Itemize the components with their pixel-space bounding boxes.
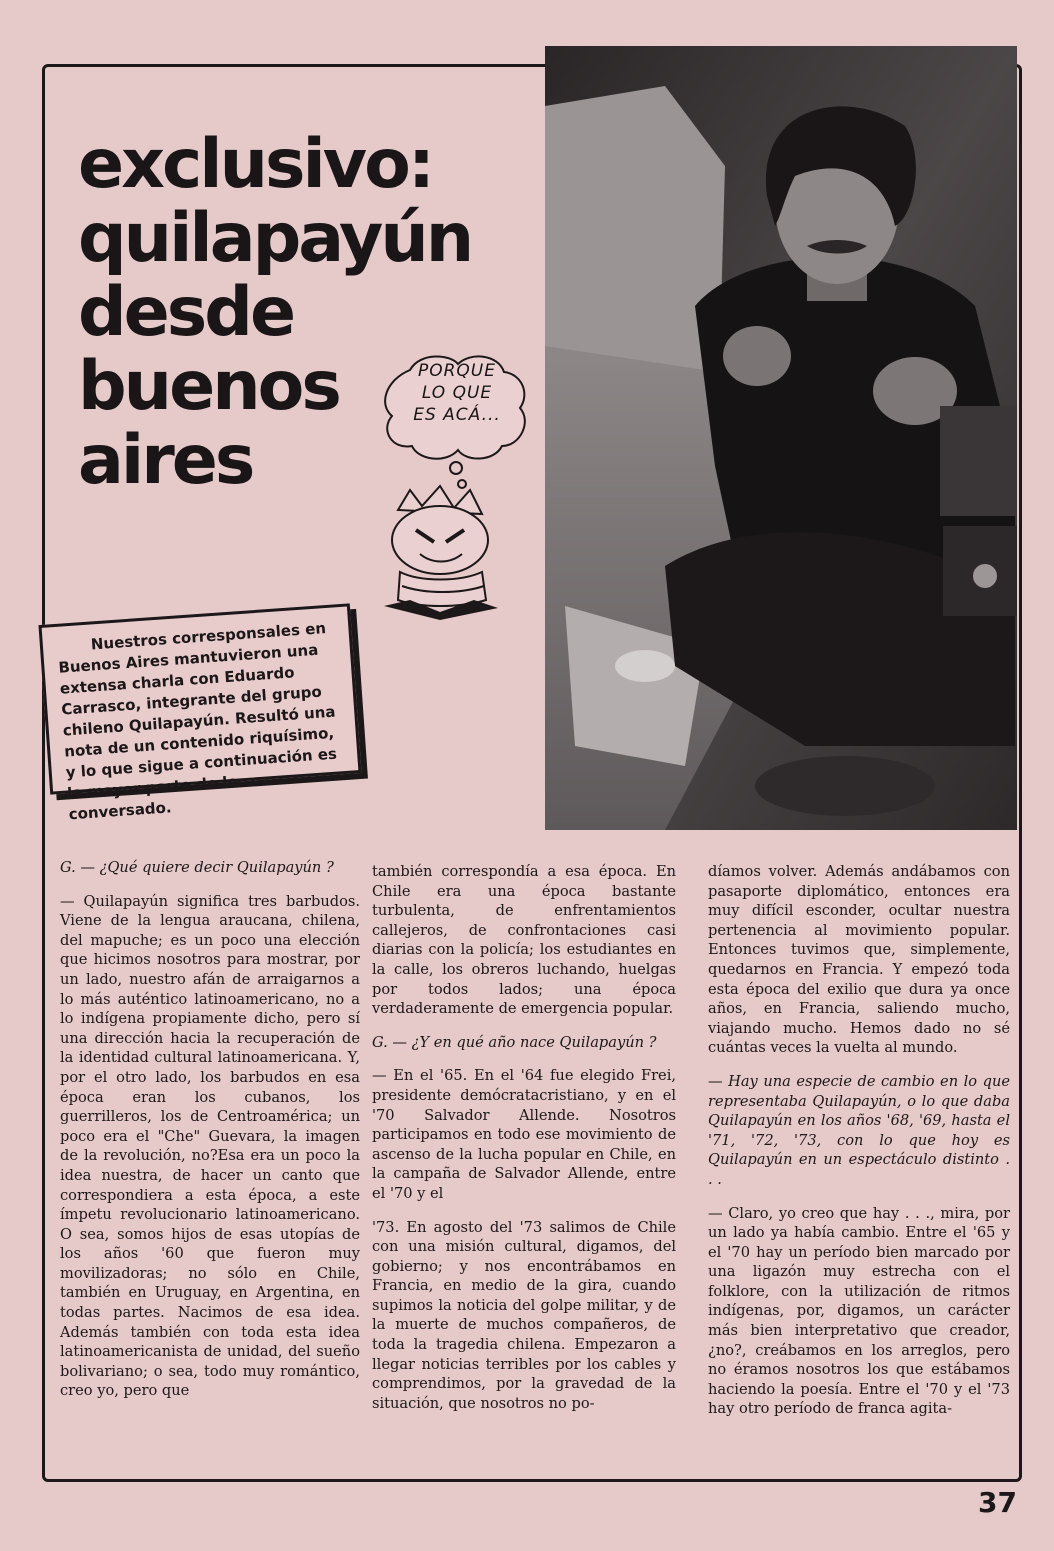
article-column-2 xyxy=(372,862,676,1413)
interview-question: — Hay una especie de cambio en lo que representaba Quilapayún, o lo que daba Quilapayún en los años '68, '69, hasta el '71, '72, '73, con lo que hoy es Quilapayún en un espectáculo distinto . . . xyxy=(708,1072,1010,1188)
body-paragraph: díamos volver. Además andábamos con pasaporte diplomático, entonces era muy difícil esconder, ocultar nuestra pertenencia al movimiento popular. Entonces tuvimos que, simplemente, quedarnos en Francia. Y empezó toda esta época del exilio que dura ya once años, en Francia, saliendo mucho, viajando mucho. Hemos dado no sé cuántas veces la vuelta al mundo. xyxy=(708,863,1010,1057)
intro-box xyxy=(38,603,361,824)
headline-line: exclusivo: xyxy=(78,125,433,204)
speech-line: PORQUE xyxy=(417,361,496,381)
interview-question: G. — ¿Y en qué año nace Quilapayún ? xyxy=(372,1033,657,1051)
photo-eduardo-carrasco xyxy=(545,46,1017,830)
article-column-3 xyxy=(708,862,1010,1419)
headline-line: desde xyxy=(78,273,294,352)
interview-answer: — Claro, yo creo que hay . . ., mira, por un lado ya había cambio. Entre el '65 y el '70 hay un período bien marcado por una ligazón muy estrecha con el folklore, con la utilización de ritmos indígenas, por, digamos, un carácter más bien interpretativo que creador, ¿no?, creábamos en los arreglos, pero no éramos nosotros los que estábamos haciendo la poesía. Entre el '70 y el '73 hay otro período de franca agita- xyxy=(708,1204,1010,1418)
article-column-1 xyxy=(60,858,360,1401)
intro-text: Nuestros corresponsales en Buenos Aires mantuvieron una extensa charla con Eduardo Carrasco, integrante del grupo chileno Quilapayún. Resultó una nota de un contenido riquísimo, y lo que sigue a continuación es la mayor parte de lo conversado. xyxy=(57,619,338,824)
headline-line: buenos xyxy=(78,347,339,426)
speech-line: LO QUE xyxy=(421,383,493,403)
speech-bubble-text xyxy=(402,360,512,426)
body-paragraph: también correspondía a esa época. En Chile era una época bastante turbulenta, de enfrentamientos callejeros, de confrontaciones casi diarias con la policía; los estudiantes en la calle, los obreros luchando, huelgas por todos lados; una época verdaderamente de emergencia popular. xyxy=(372,863,676,1018)
page-number: 37 xyxy=(978,1486,1017,1519)
interview-answer: — Quilapayún significa tres barbudos. Viene de la lengua araucana, chilena, del mapuche; es un poco una elección que hicimos nosotros para mostrar, por un lado, nuestro afán de arraigarnos a lo más auténtico latinoamericano, no a lo indígena propiamente dicho, pero sí una dirección hacia la recuperación de la identidad cultural latinoamericana. Y, por el otro lado, los barbudos en esa época eran los cubanos, los guerrilleros, los de Centroamérica; un poco era el "Che" Guevara, la imagen de la revolución, no?Esa era un poco la idea nuestra, de hacer un canto que correspondiera a esta época, a este ímpetu revolucionario latinoamericano. O sea, somos hijos de esas utopías de los años '60 que fueron muy movilizadoras; no sólo en Chile, también en Uruguay, en Argentina, en todas partes. Nacimos de esa idea. Además también con toda esta idea latinoamericanista de unidad, del sueño bolivariano; o sea, todo muy romántico, creo yo, pero que xyxy=(60,892,360,1400)
body-paragraph: '73. En agosto del '73 salimos de Chile con una misión cultural, digamos, del gobierno; y nos encontrábamos en Francia, en medio de la gira, cuando supimos la noticia del golpe militar, y de la muerte de muchos compañeros, de toda la tragedia chilena. Empezaron a llegar noticias terribles por los cables y comprendimos, por la gravedad de la situación, que nosotros no po- xyxy=(372,1218,676,1412)
interview-question: G. — ¿Qué quiere decir Quilapayún ? xyxy=(60,859,334,876)
speech-line: ES ACÁ... xyxy=(413,405,501,425)
headline-line: quilapayún xyxy=(78,199,472,278)
headline-line: aires xyxy=(78,421,253,500)
interview-answer: — En el '65. En el '64 fue elegido Frei, presidente demócratacristiano, y en el '70 Salvador Allende. Nosotros participamos en todo ese movimiento de ascenso de la lucha popular en Chile, en la campaña de Salvador Allende, entre el '70 y el xyxy=(372,1067,676,1202)
